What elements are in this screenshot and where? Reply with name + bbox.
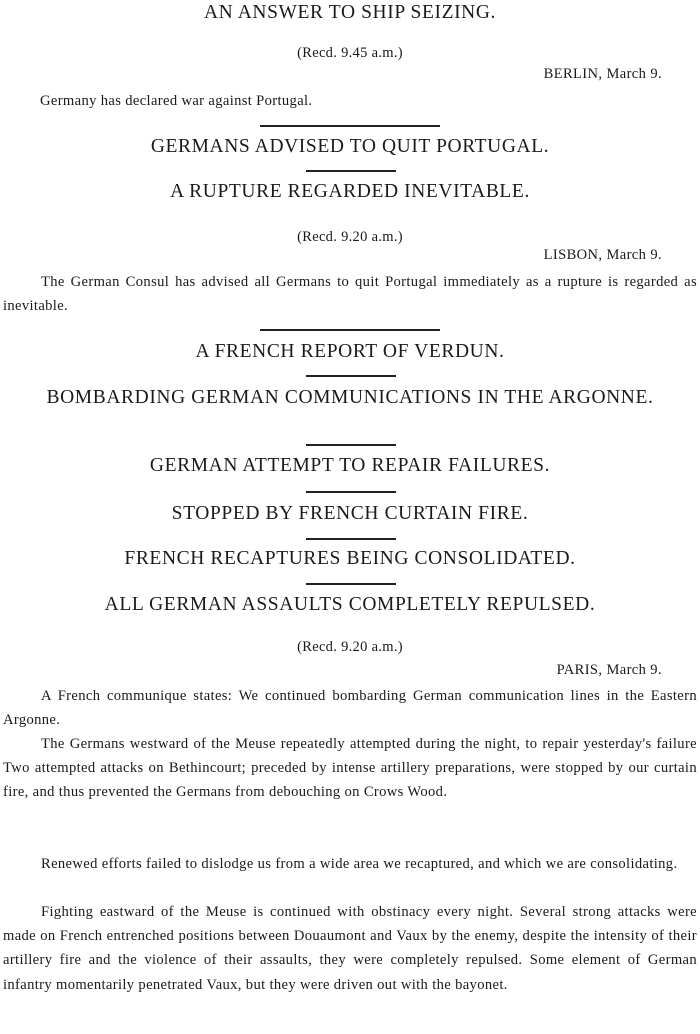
divider-rule — [260, 125, 440, 127]
headline-assaults-repulsed: ALL GERMAN ASSAULTS COMPLETELY REPULSED. — [104, 594, 596, 615]
lisbon-body: The German Consul has advised all Germans to quit Portugal immediately as a rupture is regarded as inevitable. — [3, 274, 697, 315]
divider-rule — [306, 583, 396, 585]
received-time-1: (Recd. 9.45 a.m.) — [297, 45, 403, 61]
divider-rule — [306, 375, 396, 377]
headline-ship-seizing: AN ANSWER TO SHIP SEIZING. — [203, 2, 497, 23]
received-time-3: (Recd. 9.20 a.m.) — [297, 639, 403, 655]
paris-paragraph-2: The Germans westward of the Meuse repeatedly attempted during the night, to repair yesterday's failure Two attempted attacks on Bethincourt; preceded by intense artillery preparations, were stopped by our curtain fire, and thus prevented the Germans from debouching on Crows Wood. — [3, 736, 697, 801]
paris-paragraph-3: Renewed efforts failed to dislodge us from a wide area we recaptured, and which we are consolidating. — [41, 856, 678, 872]
divider-rule — [260, 329, 440, 331]
received-time-2: (Recd. 9.20 a.m.) — [297, 229, 403, 245]
divider-rule — [306, 538, 396, 540]
headline-repair-attempt: GERMAN ATTEMPT TO REPAIR FAILURES. — [149, 455, 551, 476]
divider-rule — [306, 444, 396, 446]
dateline-berlin: BERLIN, March 9. — [543, 66, 662, 82]
paris-paragraph-4: Fighting eastward of the Meuse is continued with obstinacy every night. Several strong attacks were made on French entrenched positions between Douaumont and Vaux by the enemy, despite the intensity of their artillery fire and the violence of their assaults, they were completely repulsed. Some element of German infantry momentarily penetrated Vaux, but they were driven out with the bayonet. — [3, 904, 697, 993]
dateline-paris: PARIS, March 9. — [556, 662, 662, 678]
headline-rupture: A RUPTURE REGARDED INEVITABLE. — [170, 181, 530, 202]
dateline-lisbon: LISBON, March 9. — [543, 247, 662, 263]
paris-paragraph-1: A French communique states: We continued bombarding German communication lines in the Eastern Argonne. — [3, 688, 697, 729]
divider-rule — [306, 491, 396, 493]
divider-rule — [306, 170, 396, 172]
headline-curtain-fire: STOPPED BY FRENCH CURTAIN FIRE. — [171, 503, 529, 524]
headline-bombarding: BOMBARDING GERMAN COMMUNICATIONS IN THE ARGONNE. — [46, 387, 654, 408]
headline-verdun: A FRENCH REPORT OF VERDUN. — [195, 341, 505, 362]
berlin-body: Germany has declared war against Portugal. — [40, 93, 313, 109]
headline-germans-advised: GERMANS ADVISED TO QUIT PORTUGAL. — [150, 136, 550, 157]
headline-recaptures: FRENCH RECAPTURES BEING CONSOLIDATED. — [124, 548, 576, 569]
